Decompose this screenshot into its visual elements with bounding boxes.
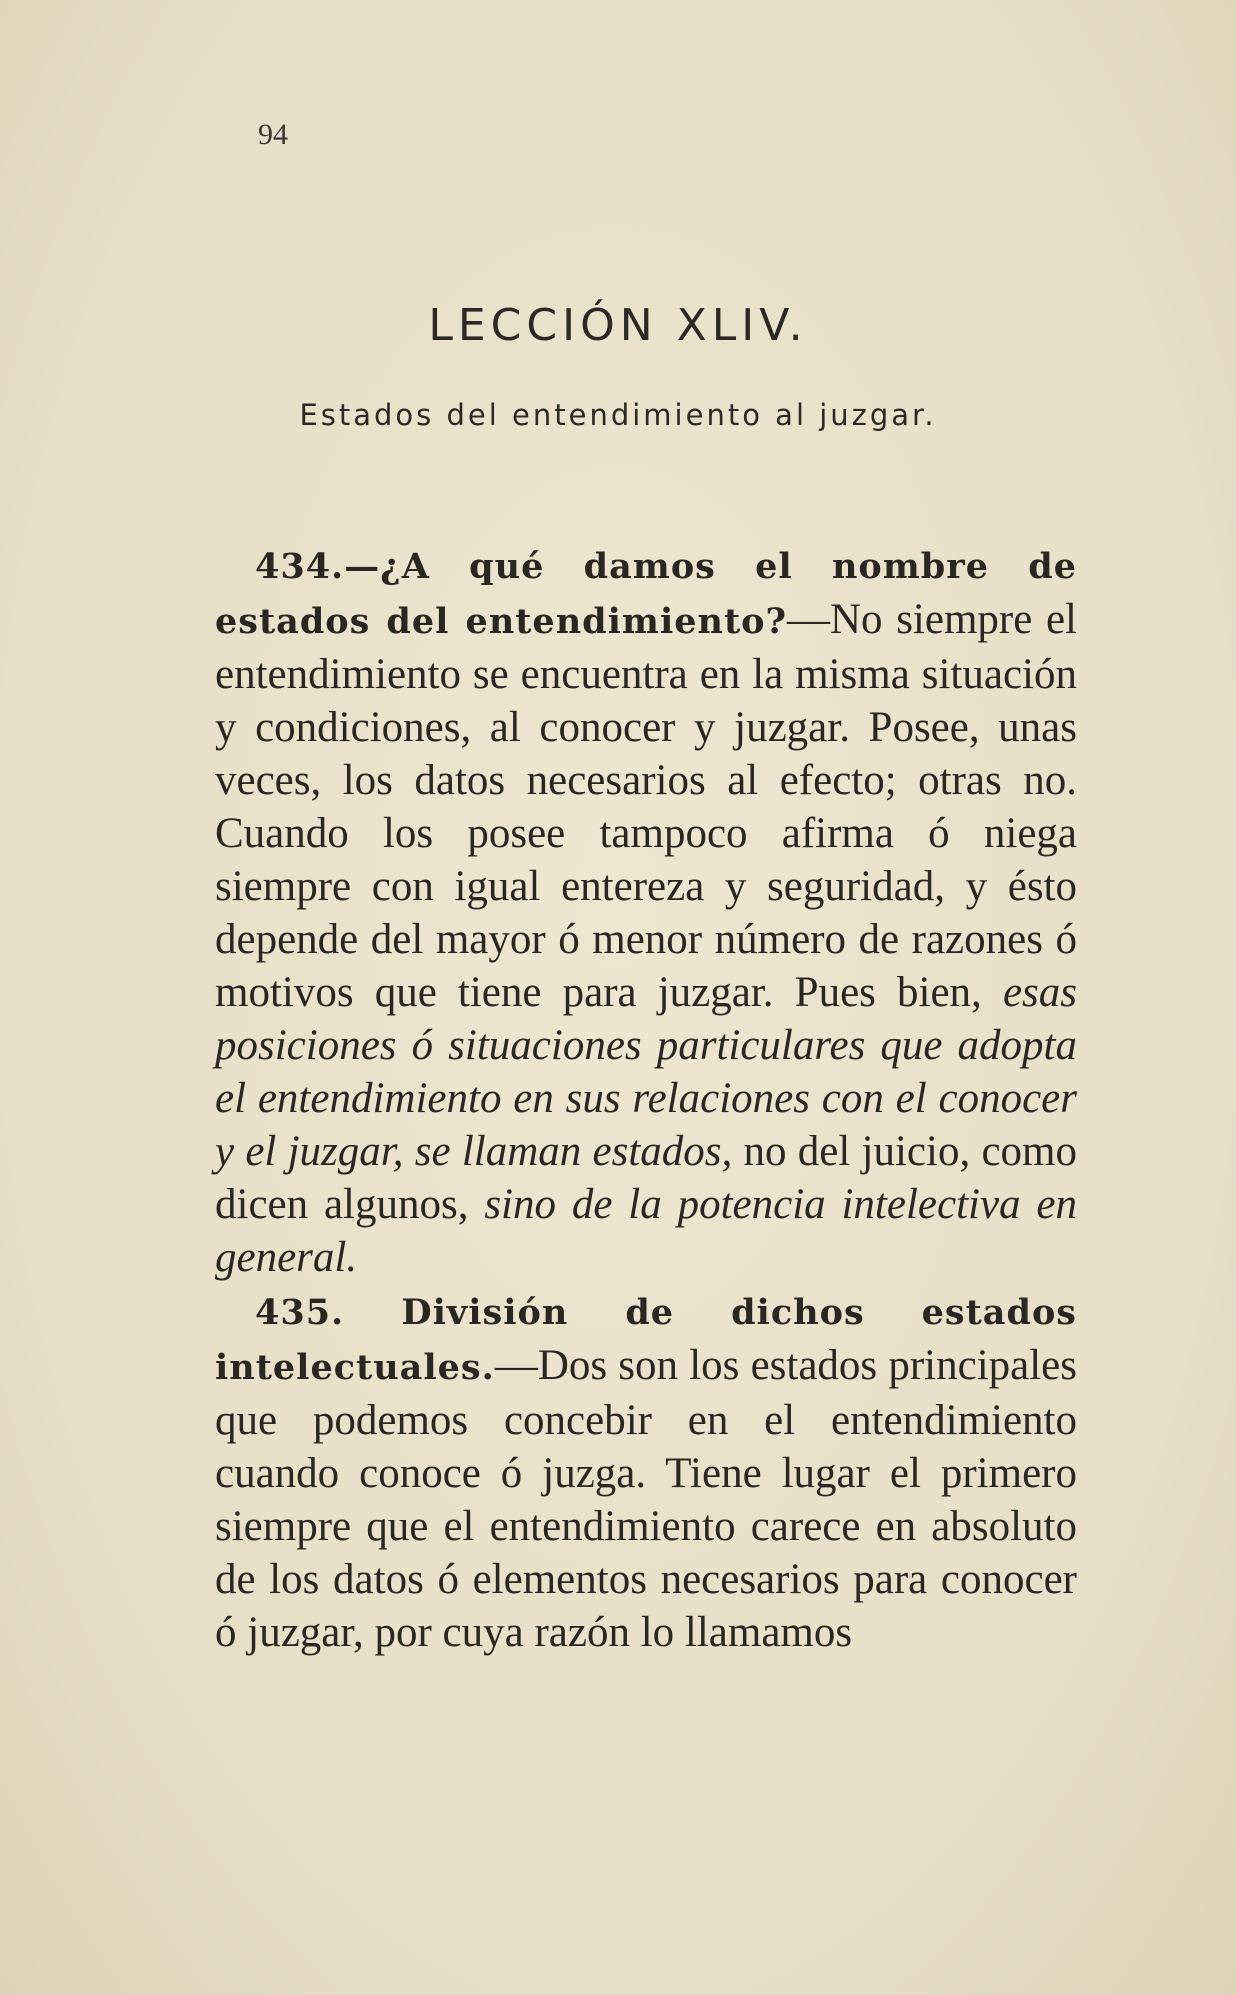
page-number: 94 — [258, 118, 288, 151]
body-text — [215, 538, 1077, 1659]
lesson-subtitle: Estados del entendimiento al juzgar. — [299, 398, 937, 432]
paragraph-text: no del juicio, como dicen algunos, — [215, 1128, 1077, 1228]
italic-definition: esas posiciones ó situaciones particulares que adopta el entendimiento en sus relaciones con el conocer y el juzgar, se llaman estados, — [215, 969, 1077, 1175]
section-heading-434: 434.—¿A qué damos el nombre de estados del entendimiento? — [215, 546, 1077, 642]
paragraph-434 — [215, 538, 1077, 1284]
section-heading-435: 435. División de dichos estados intelectuales. — [215, 1292, 1077, 1388]
paragraph-text: —Dos son los estados principales que podemos concebir en el entendimiento cuando conoce ó juzga. Tiene lugar el primero siempre que el entendimiento carece en absoluto de los datos ó elementos necesarios para conocer ó juzgar, por cuya razón lo llamamos — [215, 1342, 1077, 1656]
italic-definition: sino de la potencia intelectiva en general. — [215, 1181, 1077, 1281]
paragraph-435 — [215, 1284, 1077, 1659]
lesson-title: LECCIÓN XLIV. — [428, 300, 808, 351]
paragraph-text: —No siempre el entendimiento se encuentra en la misma situación y condiciones, al conocer y juzgar. Posee, unas veces, los datos necesarios al efecto; otras no. Cuando los posee tampoco afirma ó niega siempre con igual entereza y seguridad, y ésto depende del mayor ó menor número de razones ó motivos que tiene para juzgar. Pues bien, — [215, 596, 1077, 1016]
